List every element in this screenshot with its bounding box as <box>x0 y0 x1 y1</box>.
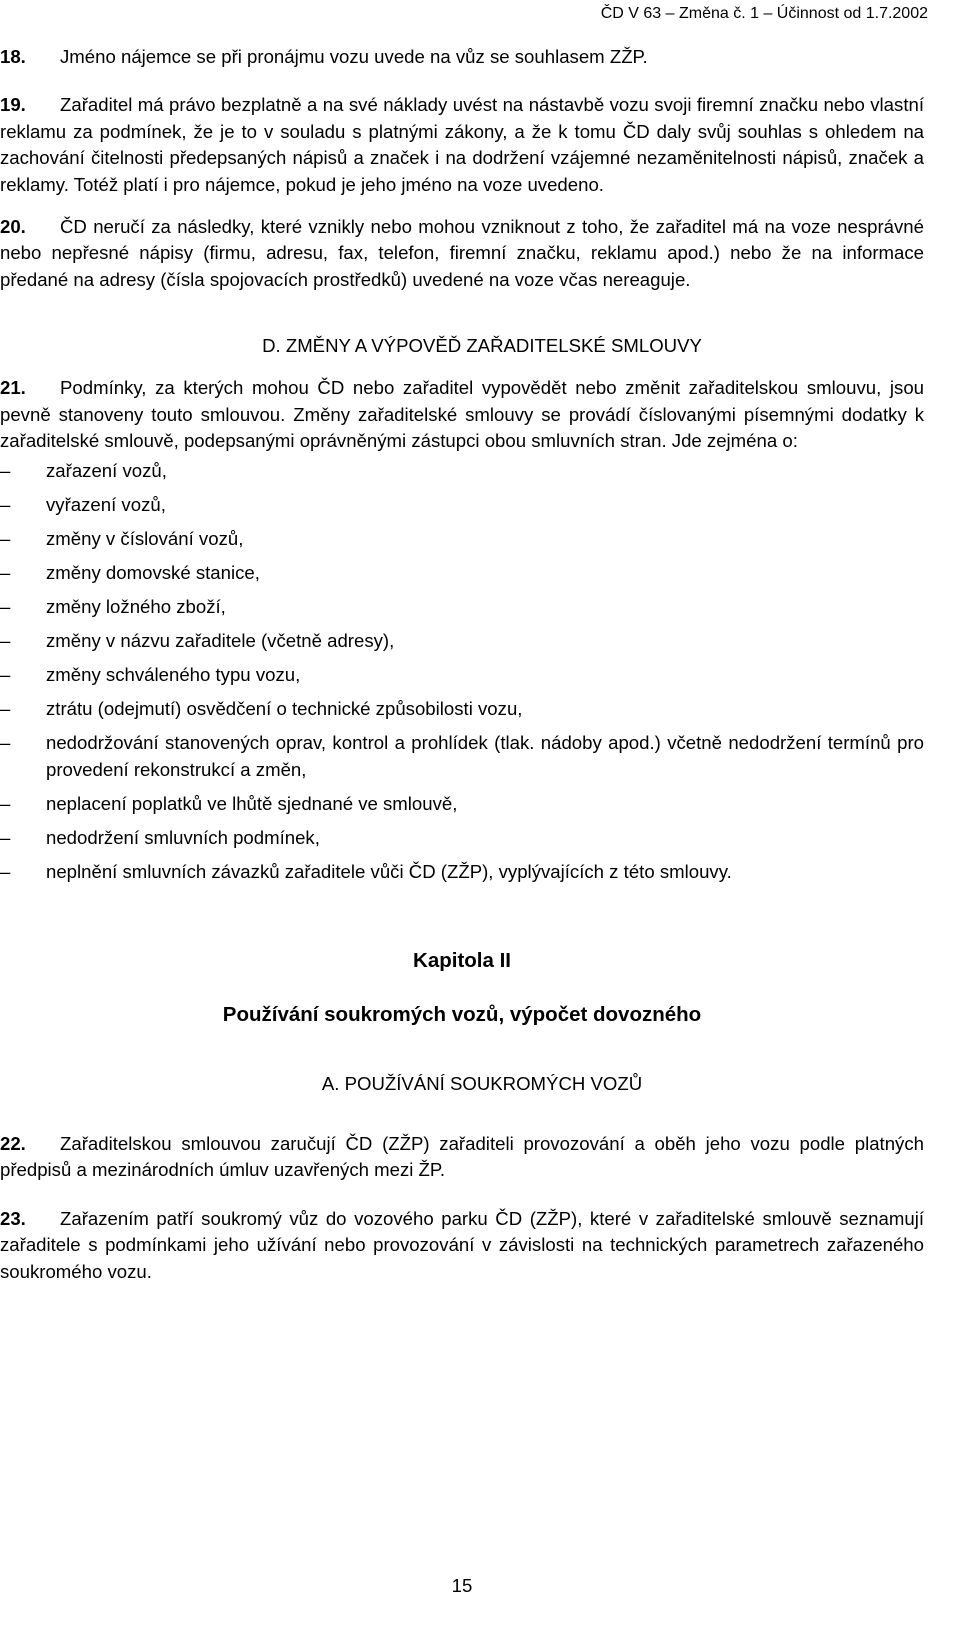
list-item-text: zařazení vozů, <box>46 460 167 482</box>
paragraph-18 <box>0 44 924 70</box>
list-dash: – <box>0 562 11 584</box>
list-item-text: změny v číslování vozů, <box>46 528 244 550</box>
paragraph-number: 21. <box>0 377 26 399</box>
list-dash: – <box>0 630 11 652</box>
list-dash: – <box>0 596 11 618</box>
chapter-title: Kapitola II <box>413 948 511 972</box>
page-number: 15 <box>451 1575 473 1596</box>
list-item-text: nedodržení smluvních podmínek, <box>46 826 320 848</box>
list-item <box>0 825 924 851</box>
changes-list <box>0 458 924 885</box>
list-item-text: neplacení poplatků ve lhůtě sjednané ve smlouvě, <box>46 792 458 814</box>
paragraph-20 <box>0 214 924 293</box>
list-item <box>0 662 924 688</box>
list-dash: – <box>0 460 11 482</box>
paragraph-number: 20. <box>0 216 26 238</box>
list-dash: – <box>0 528 11 550</box>
paragraph-text: Podmínky, za kterých mohou ČD nebo zařaditel vypovědět nebo změnit zařaditelskou smlouvu, jsou pevně stanoveny touto smlouvou. Změny zařaditelské smlouvy se provádí číslovanými písemnými dodatky k zařaditelské smlouvě, podepsanými oprávněnými zástupci obou smluvních stran. Jde zejména o: <box>0 377 924 452</box>
list-item-text: změny ložného zboží, <box>46 596 226 618</box>
document-body <box>0 44 924 1285</box>
list-dash: – <box>0 792 11 814</box>
list-item-text: neplnění smluvních závazků zařaditele vůči ČD (ZŽP), vyplývajících z této smlouvy. <box>46 860 732 882</box>
section-heading-a: A. POUŽÍVÁNÍ SOUKROMÝCH VOZŮ <box>321 1072 643 1094</box>
paragraph-22 <box>0 1131 924 1184</box>
list-item-text: ztrátu (odejmutí) osvědčení o technické způsobilosti vozu, <box>46 698 523 720</box>
paragraph-number: 22. <box>0 1132 26 1154</box>
list-item <box>0 594 924 620</box>
list-item <box>0 628 924 654</box>
list-item <box>0 492 924 518</box>
paragraph-text: ČD neručí za následky, které vznikly nebo mohou vzniknout z toho, že zařaditel má na voze nesprávné nebo nepřesné nápisy (firmu, adresu, fax, telefon, firemní značku, reklamu apod.) nebo že na informace předané na adresy (čísla spojovacích prostředků) uvedené na voze včas nereaguje. <box>0 216 924 290</box>
paragraph-text: Jméno nájemce se při pronájmu vozu uvede na vůz se souhlasem ZŽP. <box>60 46 648 67</box>
chapter-subtitle: Používání soukromých vozů, výpočet dovozného <box>222 1002 702 1026</box>
list-item-text: vyřazení vozů, <box>46 494 166 516</box>
paragraph-text: Zařaditelskou smlouvou zaručují ČD (ZŽP) zařaditeli provozování a oběh jeho vozu podle platných předpisů a mezinárodních úmluv uzavřených mezi ŽP. <box>0 1132 924 1181</box>
list-item <box>0 526 924 552</box>
list-item-text: změny domovské stanice, <box>46 562 260 584</box>
paragraph-number: 18. <box>0 46 26 67</box>
list-dash: – <box>0 826 11 848</box>
list-item <box>0 696 924 722</box>
list-item-text: změny schváleného typu vozu, <box>46 664 301 686</box>
list-dash: – <box>0 494 11 516</box>
paragraph-number: 19. <box>0 94 26 116</box>
list-item <box>0 458 924 484</box>
paragraph-number: 23. <box>0 1207 26 1229</box>
list-item-text: změny v názvu zařaditele (včetně adresy), <box>46 630 395 652</box>
list-dash: – <box>0 732 11 754</box>
list-item <box>0 730 924 783</box>
list-dash: – <box>0 860 11 882</box>
section-heading-d: D. ZMĚNY A VÝPOVĚĎ ZAŘADITELSKÉ SMLOUVY <box>262 335 702 357</box>
list-item <box>0 560 924 586</box>
paragraph-23 <box>0 1206 924 1285</box>
list-item <box>0 791 924 817</box>
list-dash: – <box>0 664 11 686</box>
paragraph-text: Zařazením patří soukromý vůz do vozového parku ČD (ZŽP), které v zařaditelské smlouvě seznamují zařaditele s podmínkami jeho užívání nebo provozování v závislosti na technických parametrech zařazeného soukromého vozu. <box>0 1207 924 1282</box>
list-item <box>0 859 924 885</box>
paragraph-19 <box>0 92 924 198</box>
document-header: ČD V 63 – Změna č. 1 – Účinnost od 1.7.2002 <box>600 5 928 22</box>
paragraph-text: Zařaditel má právo bezplatně a na své náklady uvést na nástavbě vozu svoji firemní značku nebo vlastní reklamu za podmínek, že je to v souladu s platnými zákony, a že k tomu ČD daly svůj souhlas s ohledem na zachování čitelnosti předepsaných nápisů a značek i na dodržení vzájemné nezaměnitelnosti nápisů, značek a reklamy. Totéž platí i pro nájemce, pokud je jeho jméno na voze uvedeno. <box>0 94 924 195</box>
paragraph-21 <box>0 375 924 454</box>
list-dash: – <box>0 698 11 720</box>
list-item-text: nedodržování stanovených oprav, kontrol a prohlídek (tlak. nádoby apod.) včetně nedodržení termínů pro provedení rekonstrukcí a změn, <box>46 732 924 780</box>
